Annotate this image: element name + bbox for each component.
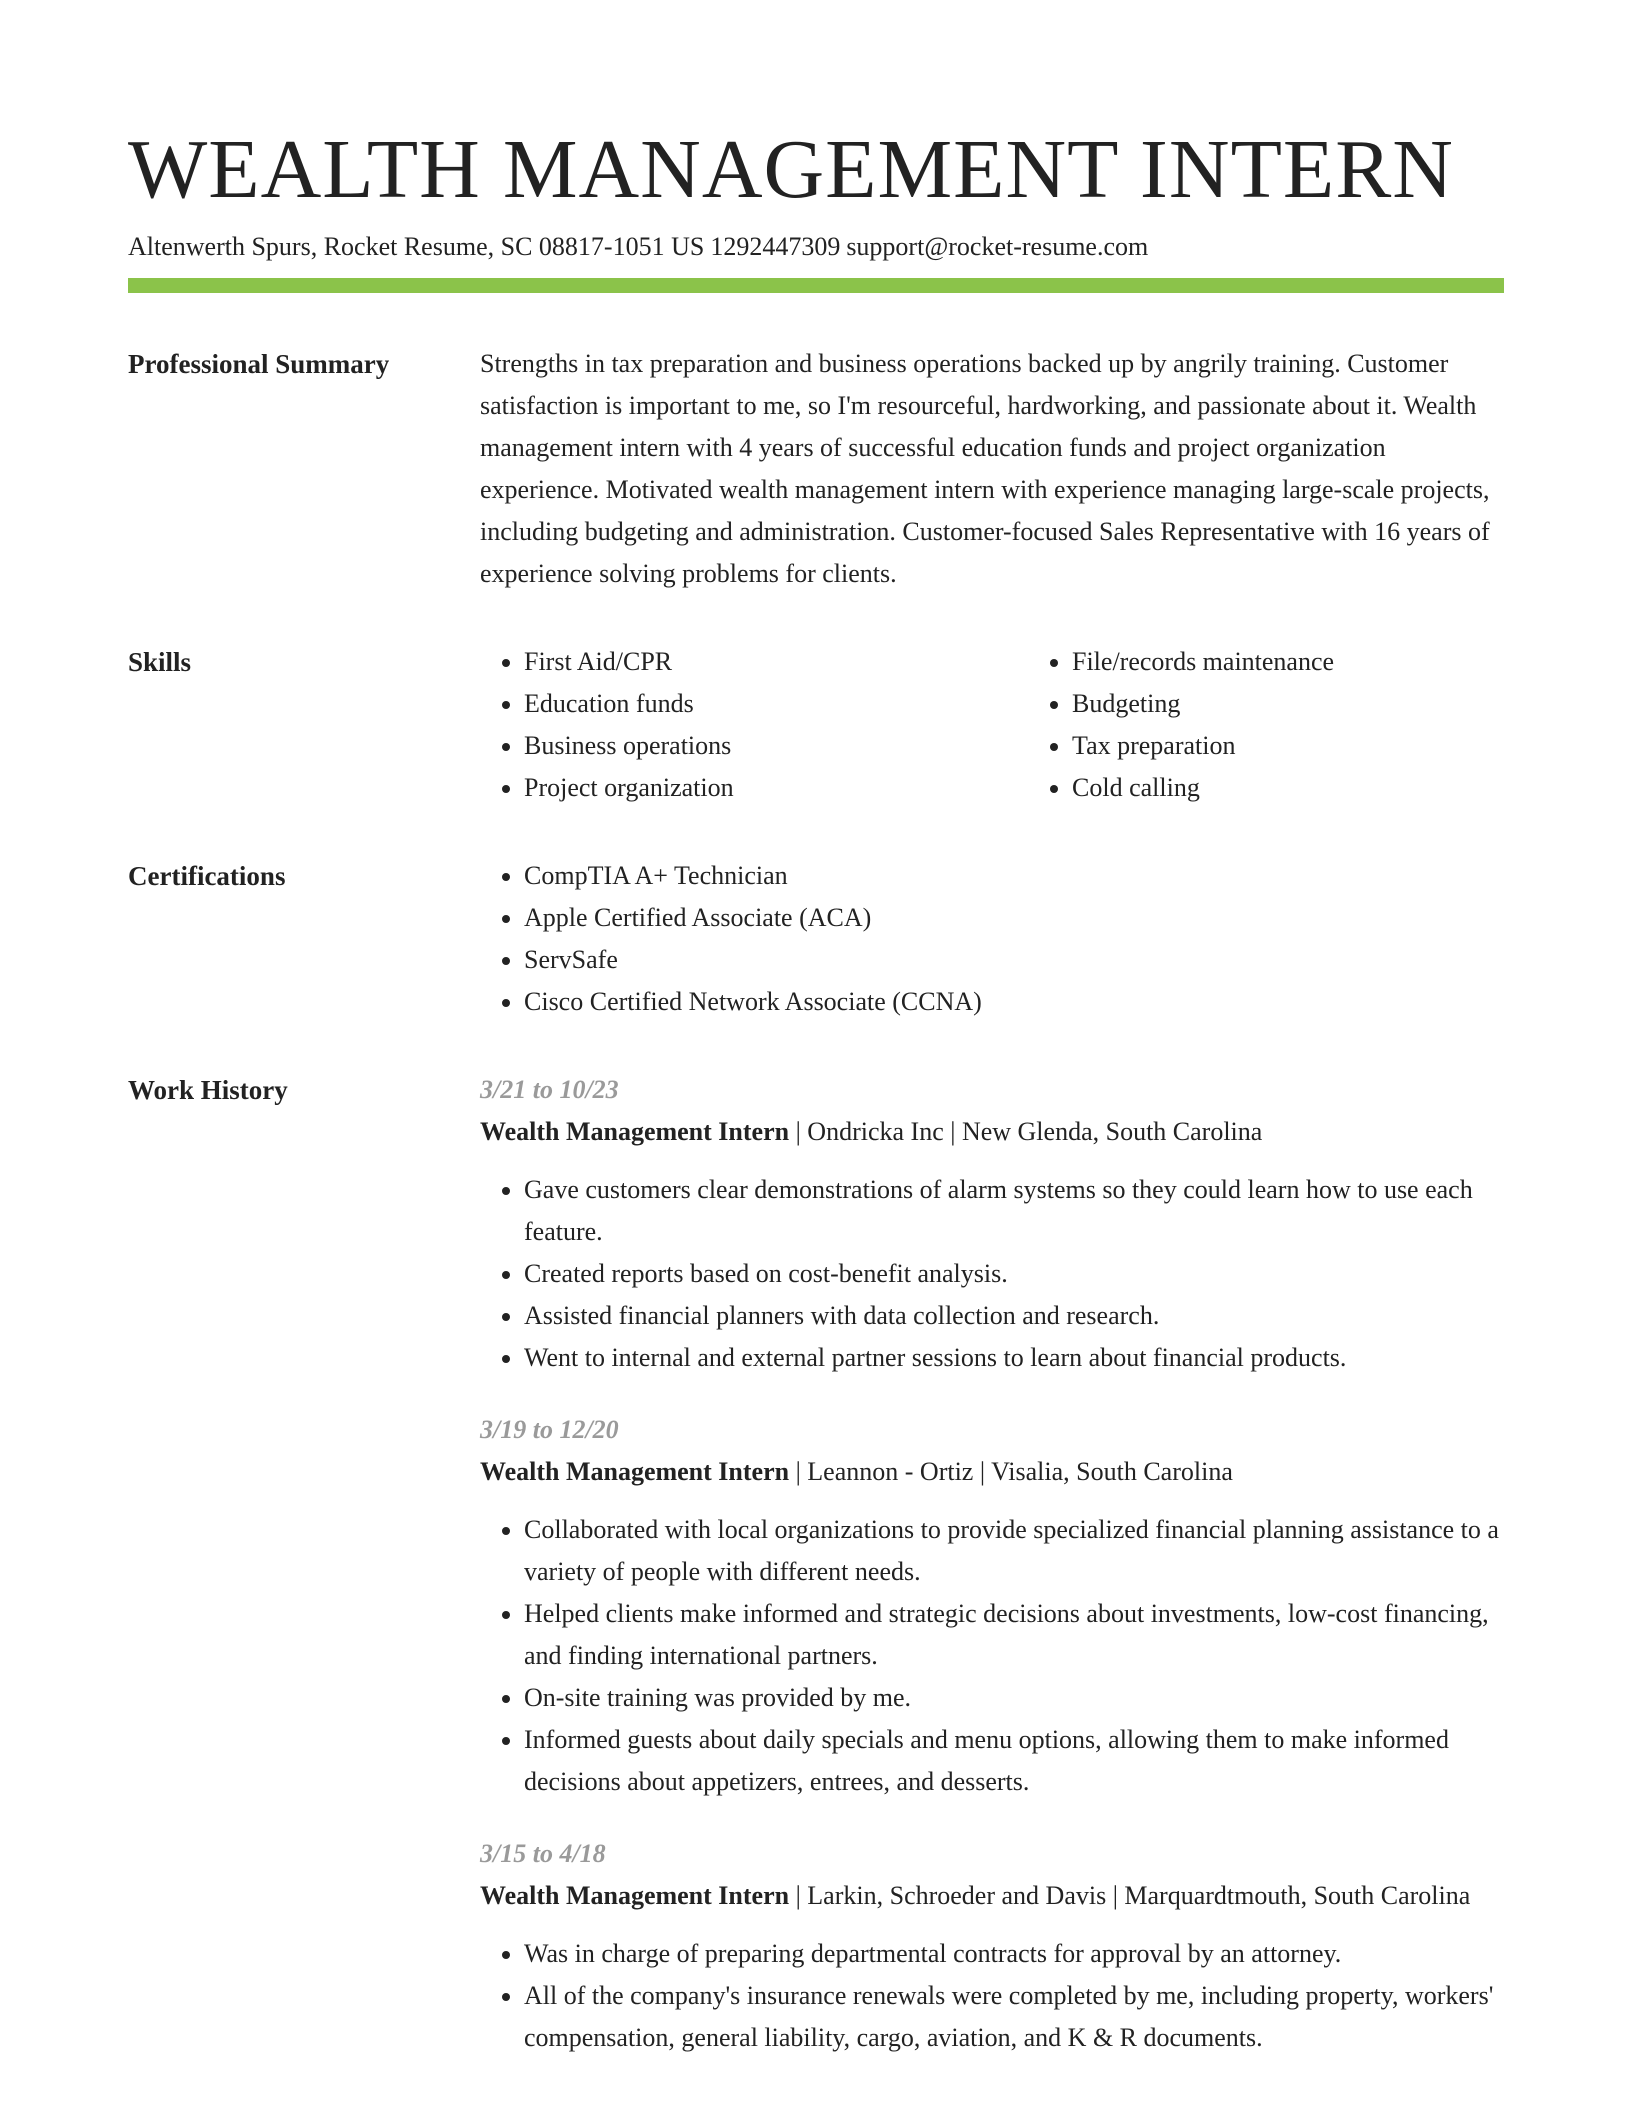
section-certifications — [128, 855, 1504, 1023]
summary-text: Strengths in tax preparation and business operations backed up by angrily training. Customer satisfaction is important to me, so I'm resourceful, hardworking, and passionate about it. Wealth management intern with 4 years of successful education funds and project organization experience. Motivated wealth management intern with experience managing large-scale projects, including budgeting and administration. Customer-focused Sales Representative with 16 years of experience solving problems for clients. — [480, 349, 1490, 588]
skill-item: • Tax preparation — [1072, 725, 1576, 767]
job-entry — [480, 1833, 1504, 2059]
job-bullet: • Gave customers clear demonstrations of alarm systems so they could learn how to use each feature. — [524, 1169, 1504, 1253]
certifications-heading: Certifications — [128, 861, 286, 891]
job-details: | Larkin, Schroeder and Davis | Marquardtmouth, South Carolina — [789, 1881, 1471, 1910]
skills-heading: Skills — [128, 647, 192, 677]
job-entry — [480, 1409, 1504, 1803]
skill-item: • Education funds — [524, 683, 1028, 725]
skills-column-2 — [1028, 641, 1576, 809]
certification-item: • Apple Certified Associate (ACA) — [524, 897, 1504, 939]
header-divider — [128, 278, 1504, 293]
job-bullet: • Was in charge of preparing departmental contracts for approval by an attorney. — [524, 1933, 1504, 1975]
contact-phone: 1292447309 — [710, 232, 841, 261]
job-title: Wealth Management Intern — [480, 1457, 790, 1486]
job-title-line — [480, 1451, 1504, 1493]
skill-item: • File/records maintenance — [1072, 641, 1576, 683]
section-work-history — [128, 1069, 1504, 2089]
certifications-list — [480, 855, 1504, 1023]
certification-item: • Cisco Certified Network Associate (CCNA) — [524, 981, 1504, 1023]
section-summary — [128, 343, 1504, 595]
job-bullet: • Assisted financial planners with data collection and research. — [524, 1295, 1504, 1337]
job-title-line — [480, 1111, 1504, 1153]
job-bullet: • Went to internal and external partner sessions to learn about financial products. — [524, 1337, 1504, 1379]
job-dates: 3/15 to 4/18 — [480, 1839, 606, 1868]
job-dates: 3/19 to 12/20 — [480, 1415, 619, 1444]
job-title: Wealth Management Intern — [480, 1881, 790, 1910]
job-details: | Leannon - Ortiz | Visalia, South Carolina — [789, 1457, 1233, 1486]
job-bullet: • On-site training was provided by me. — [524, 1677, 1504, 1719]
skill-item: • Cold calling — [1072, 767, 1576, 809]
job-bullet: • Helped clients make informed and strategic decisions about investments, low-cost financing, and finding international partners. — [524, 1593, 1504, 1677]
work-history-heading: Work History — [128, 1075, 288, 1105]
skill-item: • Business operations — [524, 725, 1028, 767]
skills-column-1 — [480, 641, 1028, 809]
contact-address: Altenwerth Spurs, Rocket Resume, SC 08817-1051 US — [128, 232, 705, 261]
section-skills — [128, 641, 1504, 809]
certification-item: • ServSafe — [524, 939, 1504, 981]
job-bullet: • Collaborated with local organizations to provide specialized financial planning assistance to a variety of people with different needs. — [524, 1509, 1504, 1593]
contact-line — [128, 230, 1504, 264]
resume-page — [128, 120, 1504, 2089]
job-details: | Ondricka Inc | New Glenda, South Carolina — [789, 1117, 1263, 1146]
summary-heading: Professional Summary — [128, 349, 390, 379]
job-bullets — [480, 1169, 1504, 1379]
resume-name: WEALTH MANAGEMENT INTERN — [128, 123, 1454, 216]
job-dates: 3/21 to 10/23 — [480, 1075, 619, 1104]
job-bullets — [480, 1509, 1504, 1803]
skill-item: • First Aid/CPR — [524, 641, 1028, 683]
certification-item: • CompTIA A+ Technician — [524, 855, 1504, 897]
skill-item: • Budgeting — [1072, 683, 1576, 725]
skill-item: • Project organization — [524, 767, 1028, 809]
contact-email: support@rocket-resume.com — [846, 232, 1149, 261]
job-bullet: • All of the company's insurance renewals were completed by me, including property, workers' compensation, general liability, cargo, aviation, and K & R documents. — [524, 1975, 1504, 2059]
job-bullet: • Created reports based on cost-benefit analysis. — [524, 1253, 1504, 1295]
job-title: Wealth Management Intern — [480, 1117, 790, 1146]
job-entry — [480, 1069, 1504, 1379]
job-bullet: • Informed guests about daily specials and menu options, allowing them to make informed decisions about appetizers, entrees, and desserts. — [524, 1719, 1504, 1803]
job-title-line — [480, 1875, 1504, 1917]
job-bullets — [480, 1933, 1504, 2059]
